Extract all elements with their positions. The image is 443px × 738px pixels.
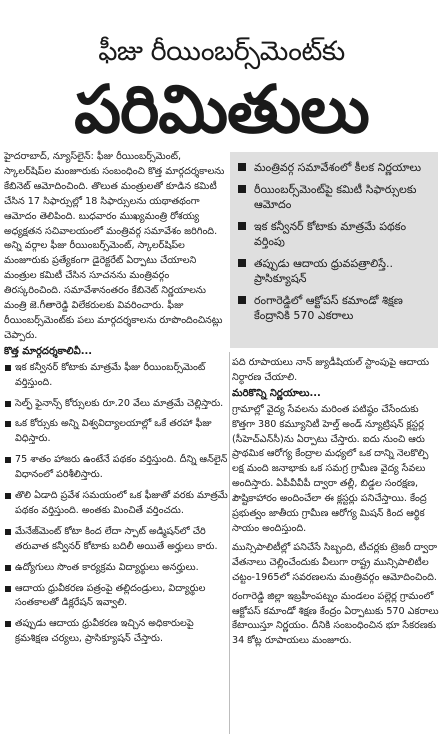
headline-kicker: ఫీజు రీయింబర్స్‌మెంట్‌కు	[98, 36, 345, 67]
guideline-item: సెల్ఫ్ ఫైనాన్స్ కోర్సులకు రూ.20 వేలు మాత్రమే చెల్లిస్తారు.	[4, 397, 228, 412]
highlights-list	[238, 160, 432, 323]
guideline-item: ఇక కన్వీనర్ కోటాకు మాత్రమే ఫీజు రీయింబర్స్‌మెంట్ వర్తిస్తుంది.	[4, 361, 228, 391]
guidelines-list	[4, 361, 228, 648]
guideline-item: ఆదాయ ధ్రువీకరణ పత్రంపై తల్లిదండ్రులు, విద్యార్థుల సంతకాలతో డిక్లరేషన్ ఇవ్వాలి.	[4, 582, 228, 612]
decision-paragraph: మున్సిపాలిటీల్లో పనిచేసే సిబ్బంది, టీచర్లకు ట్రెజరీ ద్వారా వేతనాలు చెల్లించేందుకు వీలుగా రాష్ట్ర మున్సిపాలిటీల చట్టం-1965లో సవరణలను మంత్రివర్గం ఆమోదించింది.	[232, 541, 438, 583]
highlights-box	[230, 152, 438, 348]
headline: పరిమితులు	[74, 71, 369, 148]
article-lead: హైదరాబాద్, న్యూస్‌లైన్: ఫీజు రీయింబర్స్‌మెంట్, స్కాలర్‌షిప్‌ల మంజూరుకు సంబంధించి కొత్త మార్గదర్శకాలను కేబినెట్ ఆమోదించింది. తొలుత మంత్రులతో కూడిన కమిటీ చేసిన 17 సిఫార్సుల్లో 18 సిఫార్సులను యథాతథంగా ఆమోదం తెలిపింది. బుధవారం ముఖ్యమంత్రి రోశయ్య అధ్యక్షతన సచివాలయంలో మంత్రివర్గ సమావేశం జరిగింది. అన్ని వర్గాల ఫీజు రీయింబర్స్‌మెంట్, స్కాలర్‌షిప్‌ల మంజూరుకు ప్రత్యేకంగా డైరెక్టరేట్ ఏర్పాటు చేయాలని మంత్రుల కమిటీ చేసిన సూచనను మంత్రివర్గం తిరస్కరించింది. సమావేశానంతరం కేబినెట్ నిర్ణయాలను మంత్రి జె.గీతారెడ్డి విలేకరులకు వివరించారు. ఫీజు రీయింబర్స్‌మెంట్‌కు పలు మార్గదర్శకాలను రూపొందించినట్లు చెప్పారు.	[4, 151, 225, 341]
decision-paragraph: రంగారెడ్డి జిల్లా ఇబ్రహీంపట్నం మండలం పల్లెర్ల గ్రామంలో ఆక్టోపస్ కమాండో శిక్షణ కేంద్రం ఏర్పాటుకు 570 ఎకరాలు కేటాయిస్తూ నిర్ణయం. దీనికి సంబంధించిన భూ సేకరణకు 34 కోట్ల రూపాయలు మంజూరు.	[232, 590, 439, 647]
guidelines-subhead: కొత్త మార్గదర్శకాలివీ...	[4, 345, 93, 357]
highlight-item: ఇక కన్వీనర్ కోటాకు మాత్రమే పథకం వర్తింపు	[238, 219, 432, 249]
article-left-column	[4, 150, 228, 653]
guideline-item: మేనేజ్‌మెంట్ కోటా కింద లేదా స్పాట్ అడ్మిషన్‌లో చేరి తరువాత కన్వీనర్ కోటాకు బదిలీ అయితే అర్హులు కారు.	[4, 525, 228, 555]
highlight-item: రీయింబర్స్‌మెంట్‌పై కమిటీ సిఫార్సులకు ఆమోదం	[238, 182, 432, 212]
guideline-item: ఒక కోర్సుకు అన్ని విశ్వవిద్యాలయాల్లో ఒకే తరహా ఫీజు విధిస్తారు.	[4, 417, 228, 447]
highlight-item: మంత్రివర్గ సమావేశంలో కీలక నిర్ణయాలు	[238, 160, 432, 175]
other-decisions-subhead: మరికొన్ని నిర్ణయాలు...	[232, 387, 321, 399]
article-right-column	[232, 356, 440, 649]
guideline-item: ఉద్యోగులు సొంత కార్యక్రమ విద్యార్థులు అనర్హులు.	[4, 561, 228, 576]
decision-paragraph: గ్రామాల్లో వైద్య సేవలను మరింత పటిష్ఠం చేసేందుకు కొత్తగా 380 కమ్యూనిటీ హెల్త్ అండ్ న్యూట్రిషన్ క్లస్టర్ల (సీహెచ్‌ఎన్‌సీ)ను ఏర్పాటు చేస్తారు. ఐదు నుంచి ఆరు ప్రాథమిక ఆరోగ్య కేంద్రాల మధ్యలో ఒక దాన్ని నెలకొల్పి లక్ష మంది జనాభాకు ఒక సమగ్ర గ్రామీణ వైద్య సేవలు అందిస్తారు. ఏపీవీవీపీ ద్వారా తల్లీ, బిడ్డల సంరక్షణ, పౌష్టికాహారం అందించేలా ఈ క్లస్టర్లు పనిచేస్తాయి. కేంద్ర ప్రభుత్వం జాతీయ గ్రామీణ ఆరోగ్య మిషన్ కింద ఆర్థిక సాయం అందిస్తుంది.	[232, 403, 429, 534]
continuation-text: పది రూపాయలు నాన్ జ్యుడీషియల్ స్టాంపుపై ఆదాయ నిర్ధారణ చేయాలి.	[232, 357, 430, 383]
guideline-item: తొలి ఏడాది ప్రవేశ సమయంలో ఒక ఫీజుతో వరకు మాత్రమే పథకం వర్తిస్తుంది. అంతకు మించితే వర్తించదు.	[4, 489, 228, 519]
highlight-item: తప్పుడు ఆదాయ ధ్రువపత్రాలిస్తే.. ప్రాసిక్యూషన్	[238, 256, 432, 286]
column-divider	[229, 352, 230, 734]
guideline-item: తప్పుడు ఆదాయ ధ్రువీకరణ ఇచ్చిన అధికారులపై క్రమశిక్షణ చర్యలు, ప్రాసిక్యూషన్ చేస్తారు.	[4, 617, 228, 647]
highlight-item: రంగారెడ్డిలో ఆక్టోపస్ కమాండో శిక్షణ కేంద్రానికి 570 ఎకరాలు	[238, 293, 432, 323]
guideline-item: 75 శాతం హాజరు ఉంటేనే పథకం వర్తిస్తుంది. దీన్ని ఆన్‌లైన్ విధానంలో పరిశీలిస్తారు.	[4, 453, 228, 483]
